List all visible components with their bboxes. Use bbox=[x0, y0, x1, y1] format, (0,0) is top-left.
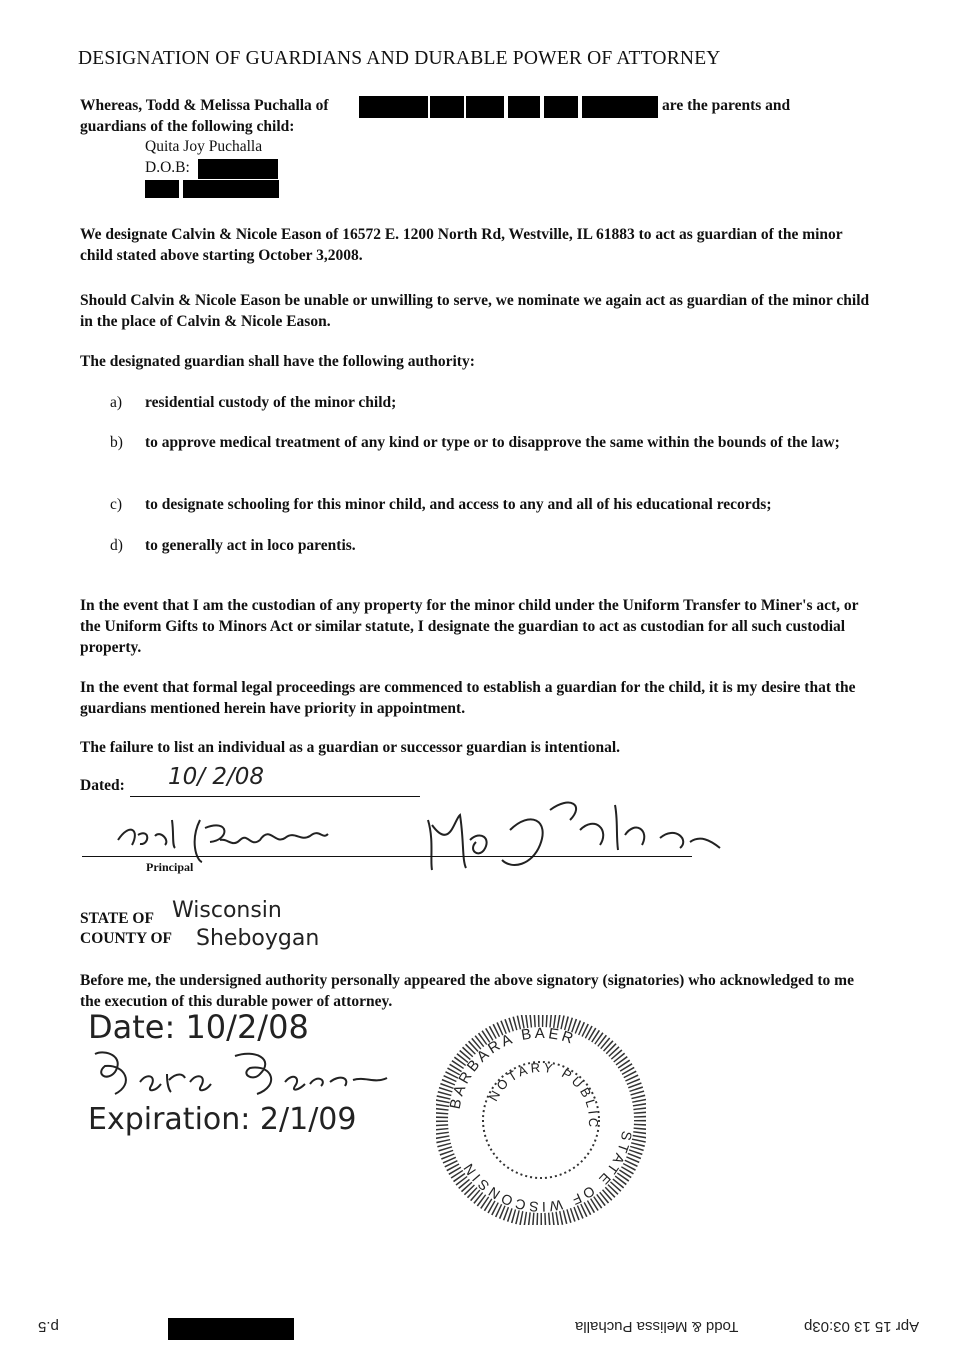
authority-item bbox=[80, 494, 870, 515]
child-name: Quita Joy Puchalla bbox=[145, 138, 263, 155]
paragraph-acknowledgment: Before me, the undersigned authority personally appeared the above signatory (signatories) who acknowledged to me the execution of this durable power of attorney. bbox=[80, 972, 854, 1010]
authority-label: c) bbox=[110, 496, 123, 513]
paragraph-authority-intro: The designated guardian shall have the following authority: bbox=[80, 353, 475, 370]
authority-label: d) bbox=[110, 537, 123, 554]
redaction-dob-1 bbox=[198, 159, 278, 179]
fax-header-date: Apr 15 13 03:03p bbox=[804, 1318, 920, 1335]
notary-signature bbox=[85, 1044, 395, 1110]
county-value: Sheboygan bbox=[196, 926, 320, 951]
child-dob-label: D.O.B: bbox=[145, 159, 190, 176]
redaction-address-4 bbox=[508, 96, 540, 118]
paragraph-alternate: Should Calvin & Nicole Eason be unable or unwilling to serve, we nominate we again act as guardian of the minor child in the place of Calvin & Nicole Eason. bbox=[80, 292, 870, 330]
whereas-line bbox=[80, 97, 329, 115]
authority-item bbox=[80, 535, 870, 556]
dated-label: Dated: bbox=[80, 777, 125, 794]
redaction-address-3 bbox=[466, 96, 504, 118]
seal-outer-text: BARBARA BAER bbox=[446, 1024, 578, 1111]
authority-text: to designate schooling for this minor child, and access to any and all of his educational records; bbox=[145, 496, 772, 513]
principal-label: Principal bbox=[146, 860, 194, 874]
authority-item bbox=[80, 392, 870, 413]
principal-signature bbox=[110, 800, 340, 870]
page-number: p.5 bbox=[38, 1318, 59, 1335]
authority-text: to approve medical treatment of any kind or type or to disapprove the same within the bounds of the law; bbox=[145, 434, 840, 451]
authority-text: residential custody of the minor child; bbox=[145, 394, 397, 411]
notary-date-handwritten: Date: 10/2/08 bbox=[88, 1008, 309, 1046]
redaction-address-1 bbox=[359, 96, 428, 118]
redaction-address-2 bbox=[430, 96, 464, 118]
whereas-prefix: Whereas, Todd & Melissa Puchalla of bbox=[80, 97, 329, 114]
redaction-footer bbox=[168, 1318, 294, 1340]
authority-item bbox=[80, 432, 870, 474]
state-value: Wisconsin bbox=[172, 898, 282, 923]
redaction-dob-3 bbox=[183, 180, 279, 198]
dated-value: 10/ 2/08 bbox=[168, 764, 264, 790]
redaction-dob-2 bbox=[145, 180, 179, 198]
authority-text: to generally act in loco parentis. bbox=[145, 537, 356, 554]
state-label: STATE OF bbox=[80, 910, 154, 927]
signature-underline bbox=[82, 856, 692, 857]
paragraph-designation: We designate Calvin & Nicole Eason of 16572 E. 1200 North Rd, Westville, IL 61883 to act as guardian of the minor child stated above starting October 3,2008. bbox=[80, 226, 843, 264]
dated-underline bbox=[130, 796, 420, 797]
paragraph-failure: The failure to list an individual as a guardian or successor guardian is intentional. bbox=[80, 739, 621, 756]
whereas-suffix: are the parents and bbox=[662, 97, 791, 114]
redaction-address-5 bbox=[544, 96, 578, 118]
notary-expiration-handwritten: Expiration: 2/1/09 bbox=[88, 1102, 357, 1137]
seal-state-text: STATE OF WISCONSIN bbox=[458, 1129, 636, 1216]
fax-sender: Todd & Melissa Puchalla bbox=[575, 1318, 739, 1335]
whereas-line2: guardians of the following child: bbox=[80, 118, 295, 135]
paragraph-custodian: In the event that I am the custodian of any property for the minor child under the Uniform Transfer to Miner's act, or the Uniform Gifts to Minors Act or similar statute, I designate the guardian to act as custodian for all such custodial property. bbox=[80, 597, 859, 656]
second-signature bbox=[420, 790, 730, 890]
notary-seal bbox=[436, 1015, 646, 1225]
redaction-address-6 bbox=[582, 96, 658, 118]
authority-label: a) bbox=[110, 394, 123, 411]
document-title: DESIGNATION OF GUARDIANS AND DURABLE POWER OF ATTORNEY bbox=[78, 48, 721, 69]
seal-inner-text: NOTARY PUBLIC bbox=[485, 1059, 602, 1131]
authority-label: b) bbox=[110, 434, 123, 451]
county-label: COUNTY OF bbox=[80, 930, 172, 947]
paragraph-priority: In the event that formal legal proceedings are commenced to establish a guardian for the child, it is my desire that the guardians mentioned herein have priority in appointment. bbox=[80, 679, 856, 717]
